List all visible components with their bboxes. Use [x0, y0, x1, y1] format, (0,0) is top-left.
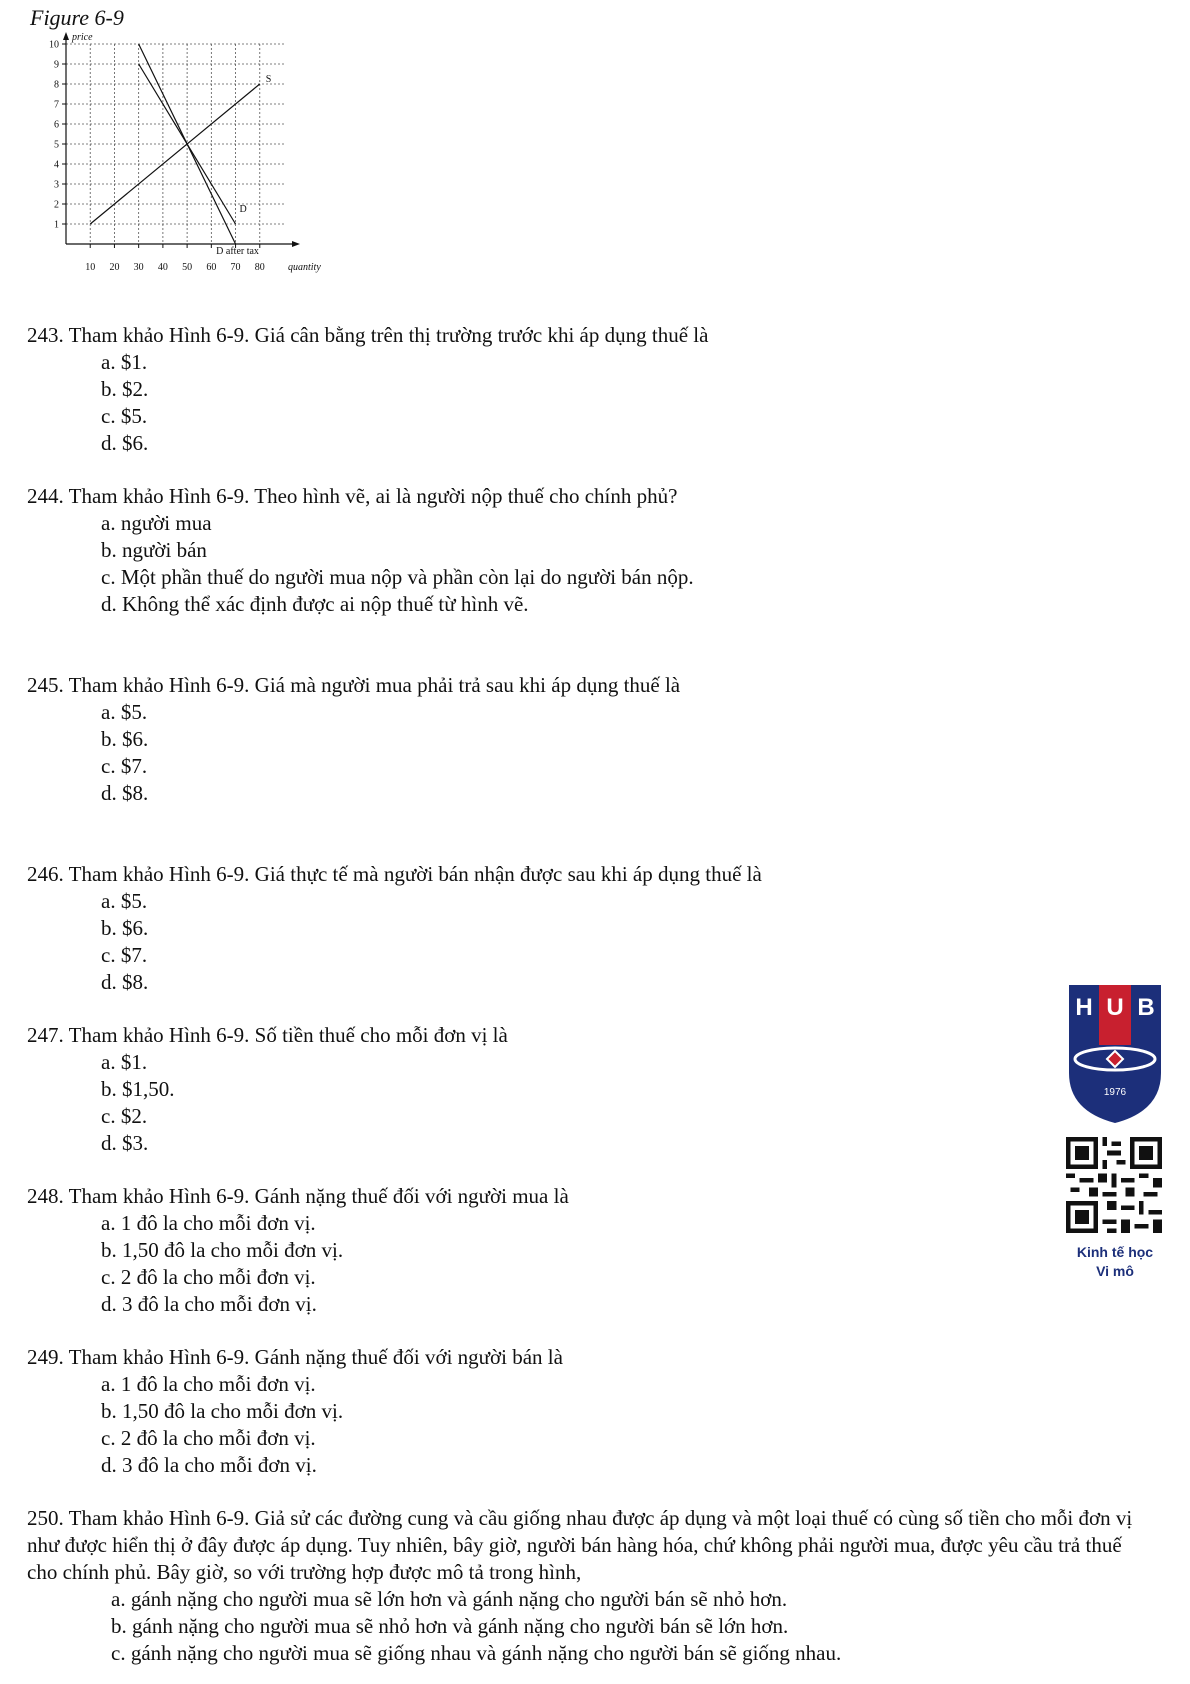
y-tick-label: 2 — [54, 199, 59, 211]
question-text: 247. Tham khảo Hình 6-9. Số tiền thuế cho mỗi đơn vị là — [27, 1023, 508, 1047]
supply-demand-chart — [30, 32, 330, 294]
x-tick-label: 60 — [206, 262, 217, 273]
answer-option: a. người mua — [101, 511, 212, 535]
series-label-1: D — [239, 204, 247, 215]
answer-option: c. $2. — [101, 1104, 148, 1128]
question-7 — [27, 1344, 1157, 1479]
answer-option: b. $6. — [101, 727, 149, 751]
answer-option: a. 1 đô la cho mỗi đơn vị. — [101, 1372, 316, 1396]
y-tick-label: 10 — [49, 39, 59, 51]
answer-option: a. $1. — [101, 350, 148, 374]
series-label-2: D after tax — [216, 246, 259, 257]
y-tick-label: 8 — [54, 79, 59, 91]
x-tick-label: 40 — [157, 262, 168, 273]
x-tick-label: 80 — [254, 262, 265, 273]
answer-option: b. 1,50 đô la cho mỗi đơn vị. — [101, 1238, 344, 1262]
x-tick-label: 30 — [133, 262, 144, 273]
x-axis-arrow — [292, 241, 300, 247]
answer-option: d. $8. — [101, 970, 149, 994]
answer-option: b. $1,50. — [101, 1077, 175, 1101]
answer-option: d. $3. — [101, 1131, 149, 1155]
x-axis-label: quantity — [288, 262, 321, 273]
y-axis-label: price — [72, 32, 93, 43]
question-3 — [27, 672, 1157, 807]
answer-option: d. 3 đô la cho mỗi đơn vị. — [101, 1453, 317, 1477]
question-text: 245. Tham khảo Hình 6-9. Giá mà người mua phải trả sau khi áp dụng thuế là — [27, 673, 681, 697]
question-text: 249. Tham khảo Hình 6-9. Gánh nặng thuế đối với người bán là — [27, 1345, 563, 1369]
answer-option: c. Một phần thuế do người mua nộp và phần còn lại do người bán nộp. — [101, 565, 694, 589]
brand-line-1: Kinh tế học — [1076, 1244, 1154, 1260]
logo-year: 1976 — [1103, 1087, 1127, 1098]
answer-option: c. gánh nặng cho người mua sẽ giống nhau và gánh nặng cho người bán sẽ giống nhau. — [111, 1641, 842, 1665]
answer-option: a. $1. — [101, 1050, 148, 1074]
question-2 — [27, 483, 1157, 618]
question-6 — [27, 1183, 1157, 1318]
brand-label — [1050, 1243, 1180, 1281]
y-tick-label: 5 — [54, 139, 59, 151]
answer-option: a. gánh nặng cho người mua sẽ lớn hơn và gánh nặng cho người bán sẽ nhỏ hơn. — [111, 1587, 788, 1611]
answer-option: c. $5. — [101, 404, 148, 428]
answer-option: d. 3 đô la cho mỗi đơn vị. — [101, 1292, 317, 1316]
y-tick-label: 6 — [54, 119, 59, 131]
answer-option: c. $7. — [101, 943, 148, 967]
question-text: 250. Tham khảo Hình 6-9. Giả sử các đường cung và cầu giống nhau được áp dụng và một loại thuế có cùng số tiền cho mỗi đơn vị như được hiển thị ở đây được áp dụng. Tuy nhiên, bây giờ, người bán hàng hóa, chứ không phải người mua, được yêu cầu trả thuế cho chính phủ. Bây giờ, so với trường hợp được mô tả trong hình, — [27, 1506, 1133, 1584]
question-5 — [27, 1022, 1157, 1157]
x-tick-label: 10 — [85, 262, 96, 273]
logo-letter-b: B — [1137, 994, 1155, 1021]
answer-option: c. $7. — [101, 754, 148, 778]
answer-option: b. 1,50 đô la cho mỗi đơn vị. — [101, 1399, 344, 1423]
answer-option: a. $5. — [101, 700, 148, 724]
question-4 — [27, 861, 1157, 996]
answer-option: b. $6. — [101, 916, 149, 940]
x-tick-label: 20 — [109, 262, 120, 273]
answer-option: c. 2 đô la cho mỗi đơn vị. — [101, 1265, 316, 1289]
brand-line-2: Vi mô — [1096, 1263, 1134, 1279]
y-tick-label: 9 — [54, 59, 59, 71]
y-tick-label: 4 — [54, 159, 59, 171]
series-line-0 — [90, 84, 260, 224]
answer-option: b. $2. — [101, 377, 149, 401]
x-tick-label: 70 — [230, 262, 241, 273]
answer-option: b. người bán — [101, 538, 207, 562]
logo-letter-u: U — [1106, 994, 1124, 1021]
question-text: 246. Tham khảo Hình 6-9. Giá thực tế mà người bán nhận được sau khi áp dụng thuế là — [27, 862, 762, 886]
question-text: 244. Tham khảo Hình 6-9. Theo hình vẽ, ai là người nộp thuế cho chính phủ? — [27, 484, 678, 508]
question-text: 248. Tham khảo Hình 6-9. Gánh nặng thuế đối với người mua là — [27, 1184, 569, 1208]
answer-option: d. Không thể xác định được ai nộp thuế từ hình vẽ. — [101, 592, 529, 616]
answer-option: c. 2 đô la cho mỗi đơn vị. — [101, 1426, 316, 1450]
answer-option: a. 1 đô la cho mỗi đơn vị. — [101, 1211, 316, 1235]
y-tick-label: 3 — [54, 179, 59, 191]
y-axis-arrow — [63, 32, 69, 40]
hub-logo — [1067, 983, 1163, 1125]
logo-letter-h: H — [1075, 994, 1093, 1021]
qr-code — [1066, 1137, 1162, 1233]
series-label-0: S — [265, 74, 272, 85]
question-1 — [27, 322, 1157, 457]
y-tick-label: 7 — [54, 99, 59, 111]
question-text: 243. Tham khảo Hình 6-9. Giá cân bằng trên thị trường trước khi áp dụng thuế là — [27, 323, 709, 347]
x-tick-label: 50 — [182, 262, 193, 273]
answer-option: a. $5. — [101, 889, 148, 913]
answer-option: b. gánh nặng cho người mua sẽ nhỏ hơn và gánh nặng cho người bán sẽ lớn hơn. — [111, 1614, 789, 1638]
question-8 — [27, 1505, 1157, 1667]
answer-option: d. $6. — [101, 431, 149, 455]
y-tick-label: 1 — [54, 219, 59, 231]
answer-option: d. $8. — [101, 781, 149, 805]
figure-title: Figure 6-9 — [30, 5, 124, 30]
question-list — [27, 322, 1157, 1667]
